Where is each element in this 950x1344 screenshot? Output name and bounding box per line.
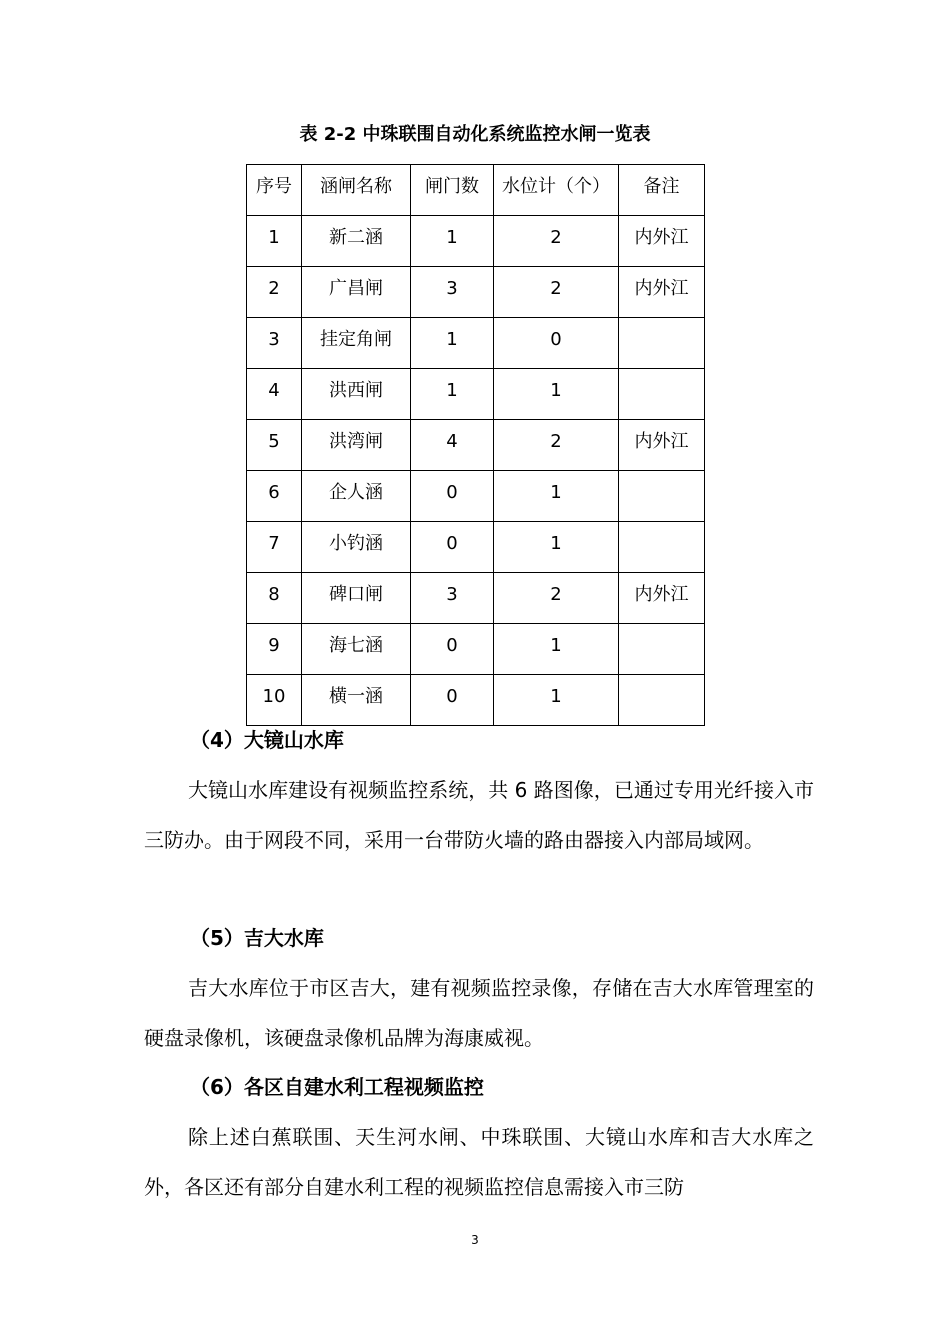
- table-cell: 9: [247, 624, 302, 675]
- table-cell: 1: [411, 369, 494, 420]
- table-cell: [619, 369, 705, 420]
- section-paragraph-5: 吉大水库位于市区吉大，建有视频监控录像，存储在吉大水库管理室的硬盘录像机，该硬盘录像机品牌为海康威视。: [144, 976, 814, 1050]
- section-heading-5: （5）吉大水库: [190, 926, 324, 950]
- table-cell: 横一涵: [302, 675, 411, 726]
- table-cell: 1: [494, 369, 619, 420]
- table-cell: 1: [494, 522, 619, 573]
- table-cell: 企人涵: [302, 471, 411, 522]
- table-cell: 1: [494, 624, 619, 675]
- section-heading-4: （4）大镜山水库: [190, 728, 344, 752]
- table-cell: 0: [411, 522, 494, 573]
- table-cell: 新二涵: [302, 216, 411, 267]
- table-cell: 0: [411, 471, 494, 522]
- header-cell-remarks: 备注: [619, 165, 705, 216]
- table-cell: 2: [494, 216, 619, 267]
- table-cell: 6: [247, 471, 302, 522]
- table-row: [247, 573, 705, 624]
- table-cell: 小钓涵: [302, 522, 411, 573]
- table-cell: 1: [247, 216, 302, 267]
- table-cell: [619, 675, 705, 726]
- section-paragraph-4: 大镜山水库建设有视频监控系统，共 6 路图像，已通过专用光纤接入市三防办。由于网段不同，采用一台带防火墙的路由器接入内部局域网。: [144, 778, 814, 852]
- table-cell: 挂定角闸: [302, 318, 411, 369]
- table-cell: 海七涵: [302, 624, 411, 675]
- table-row: [247, 471, 705, 522]
- table-cell: 2: [247, 267, 302, 318]
- table-cell: 2: [494, 573, 619, 624]
- table-cell: 10: [247, 675, 302, 726]
- section-paragraph-6: 除上述白蕉联围、天生河水闸、中珠联围、大镜山水库和吉大水库之外，各区还有部分自建水利工程的视频监控信息需接入市三防: [144, 1125, 814, 1199]
- table-row: [247, 318, 705, 369]
- table-cell: 0: [411, 675, 494, 726]
- header-cell-gauges: 水位计（个）: [494, 165, 619, 216]
- table-row: [247, 420, 705, 471]
- table-row: [247, 216, 705, 267]
- table-row: [247, 624, 705, 675]
- table-cell: 5: [247, 420, 302, 471]
- table-cell: 内外江: [619, 216, 705, 267]
- table-cell: [619, 522, 705, 573]
- table-row: [247, 267, 705, 318]
- table-cell: 4: [411, 420, 494, 471]
- table-cell: [619, 624, 705, 675]
- table-cell: 2: [494, 420, 619, 471]
- header-cell-gates: 闸门数: [411, 165, 494, 216]
- table-cell: [619, 471, 705, 522]
- table-cell: 4: [247, 369, 302, 420]
- table-cell: 广昌闸: [302, 267, 411, 318]
- table-cell: 1: [494, 471, 619, 522]
- table-cell: 洪湾闸: [302, 420, 411, 471]
- table-cell: 3: [411, 573, 494, 624]
- table-cell: 碑口闸: [302, 573, 411, 624]
- page-number: 3: [471, 1233, 479, 1247]
- section-heading-6: （6）各区自建水利工程视频监控: [190, 1075, 484, 1099]
- table-cell: 3: [411, 267, 494, 318]
- sluice-table: [246, 164, 705, 726]
- table-cell: 1: [411, 318, 494, 369]
- header-cell-index: 序号: [247, 165, 302, 216]
- table-cell: 8: [247, 573, 302, 624]
- table-caption: 表 2-2 中珠联围自动化系统监控水闸一览表: [299, 124, 651, 145]
- table-cell: [619, 318, 705, 369]
- table-cell: 7: [247, 522, 302, 573]
- table-cell: 内外江: [619, 573, 705, 624]
- table-cell: 内外江: [619, 420, 705, 471]
- table-cell: 洪西闸: [302, 369, 411, 420]
- table-cell: 1: [411, 216, 494, 267]
- header-cell-name: 涵闸名称: [302, 165, 411, 216]
- table-cell: 内外江: [619, 267, 705, 318]
- table-cell: 0: [494, 318, 619, 369]
- table-cell: 3: [247, 318, 302, 369]
- table-row: [247, 369, 705, 420]
- table-cell: 2: [494, 267, 619, 318]
- table-cell: 1: [494, 675, 619, 726]
- table-header-row: [247, 165, 705, 216]
- table-cell: 0: [411, 624, 494, 675]
- table-row: [247, 522, 705, 573]
- table-row: [247, 675, 705, 726]
